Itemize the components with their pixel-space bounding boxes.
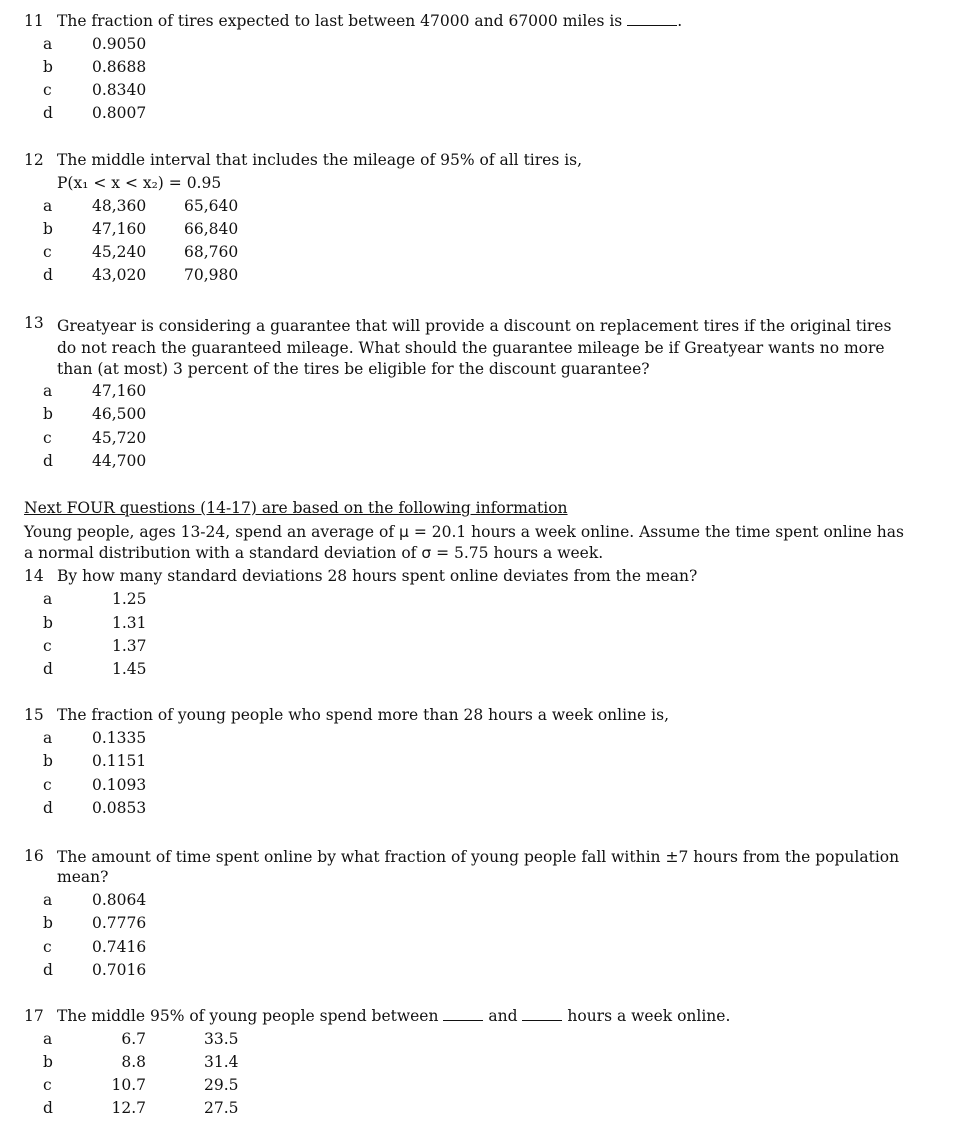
option-letter: b [43, 405, 53, 423]
question-number: 16 [24, 847, 44, 865]
option-high: 31.4 [204, 1053, 239, 1071]
question-text-line: than (at most) 3 percent of the tires be eligible for the discount guarantee? [57, 360, 650, 378]
option-low: 48,360 [92, 197, 147, 215]
option-letter: a [43, 382, 53, 400]
option-low: 47,160 [92, 220, 147, 238]
option-low: 43,020 [92, 266, 147, 284]
option-value: 1.45 [112, 660, 147, 678]
question-text-line: Greatyear is considering a guarantee that will provide a discount on replacement tires if the original tires [57, 317, 892, 335]
option-value: 0.0853 [92, 799, 147, 817]
option-letter: b [43, 220, 53, 238]
option-high: 68,760 [184, 243, 239, 261]
option-value: 0.8064 [92, 891, 147, 909]
option-high: 33.5 [204, 1030, 239, 1048]
option-letter: b [43, 1053, 53, 1071]
option-letter: d [43, 266, 53, 284]
option-low: 10.7 [111, 1076, 146, 1094]
option-value: 46,500 [92, 405, 147, 423]
option-value: 1.37 [112, 637, 147, 655]
option-value: 0.8007 [92, 104, 147, 122]
question-text: The middle 95% of young people spend between and hours a week online. [57, 1007, 731, 1025]
option-value: 1.25 [112, 590, 147, 608]
question-number: 14 [24, 567, 44, 585]
answer-blank [522, 1006, 562, 1021]
option-letter: a [43, 729, 53, 747]
option-letter: c [43, 429, 52, 447]
option-letter: d [43, 104, 53, 122]
option-letter: c [43, 243, 52, 261]
option-low: 6.7 [121, 1030, 146, 1048]
option-letter: d [43, 660, 53, 678]
option-value: 1.31 [112, 614, 147, 632]
option-letter: a [43, 35, 53, 53]
question-number: 17 [24, 1007, 44, 1025]
question-number: 15 [24, 706, 44, 724]
info-line-2: a normal distribution with a standard deviation of σ = 5.75 hours a week. [24, 544, 604, 562]
option-high: 27.5 [204, 1099, 239, 1117]
option-value: 0.8340 [92, 81, 147, 99]
question-number: 13 [24, 314, 44, 332]
mu-symbol: μ [399, 523, 409, 541]
question-text: The fraction of young people who spend more than 28 hours a week online is, [57, 706, 670, 724]
option-letter: a [43, 590, 53, 608]
option-high: 65,640 [184, 197, 239, 215]
question-text-line: The amount of time spent online by what fraction of young people fall within ±7 hours from the population [57, 848, 900, 866]
option-letter: a [43, 891, 53, 909]
question-text: The middle interval that includes the mileage of 95% of all tires is, [57, 151, 583, 169]
info-line-1: Young people, ages 13-24, spend an average of μ = 20.1 hours a week online. Assume the time spent online has [24, 523, 904, 541]
question-text: The fraction of tires expected to last between 47000 and 67000 miles is . [57, 12, 683, 30]
question-text-line: mean? [57, 868, 109, 886]
question-text: By how many standard deviations 28 hours spent online deviates from the mean? [57, 567, 698, 585]
option-value: 0.8688 [92, 58, 147, 76]
option-letter: d [43, 1099, 53, 1117]
option-high: 70,980 [184, 266, 239, 284]
option-letter: c [43, 81, 52, 99]
option-letter: d [43, 452, 53, 470]
option-value: 0.1151 [92, 752, 147, 770]
question-formula: P(x₁ < x < x₂) = 0.95 [57, 174, 222, 192]
option-value: 0.1335 [92, 729, 147, 747]
option-high: 66,840 [184, 220, 239, 238]
option-letter: b [43, 752, 53, 770]
option-letter: a [43, 197, 53, 215]
option-low: 45,240 [92, 243, 147, 261]
question-number: 11 [24, 12, 44, 30]
option-high: 29.5 [204, 1076, 239, 1094]
option-letter: a [43, 1030, 53, 1048]
option-value: 0.1093 [92, 776, 147, 794]
option-low: 8.8 [121, 1053, 146, 1071]
option-letter: c [43, 938, 52, 956]
option-value: 0.7776 [92, 914, 147, 932]
option-value: 45,720 [92, 429, 147, 447]
option-letter: b [43, 614, 53, 632]
option-value: 44,700 [92, 452, 147, 470]
question-number: 12 [24, 151, 44, 169]
option-letter: b [43, 58, 53, 76]
option-value: 0.9050 [92, 35, 147, 53]
info-heading: Next FOUR questions (14-17) are based on the following information [24, 499, 568, 517]
option-letter: d [43, 799, 53, 817]
question-text-line: do not reach the guaranteed mileage. What should the guarantee mileage be if Greatyear wants no more [57, 339, 885, 357]
option-low: 12.7 [111, 1099, 146, 1117]
option-letter: c [43, 1076, 52, 1094]
option-letter: c [43, 637, 52, 655]
option-value: 0.7416 [92, 938, 147, 956]
option-letter: d [43, 961, 53, 979]
option-value: 47,160 [92, 382, 147, 400]
answer-blank [627, 11, 677, 26]
answer-blank [443, 1006, 483, 1021]
option-letter: c [43, 776, 52, 794]
option-value: 0.7016 [92, 961, 147, 979]
option-letter: b [43, 914, 53, 932]
sigma-symbol: σ [421, 544, 432, 562]
